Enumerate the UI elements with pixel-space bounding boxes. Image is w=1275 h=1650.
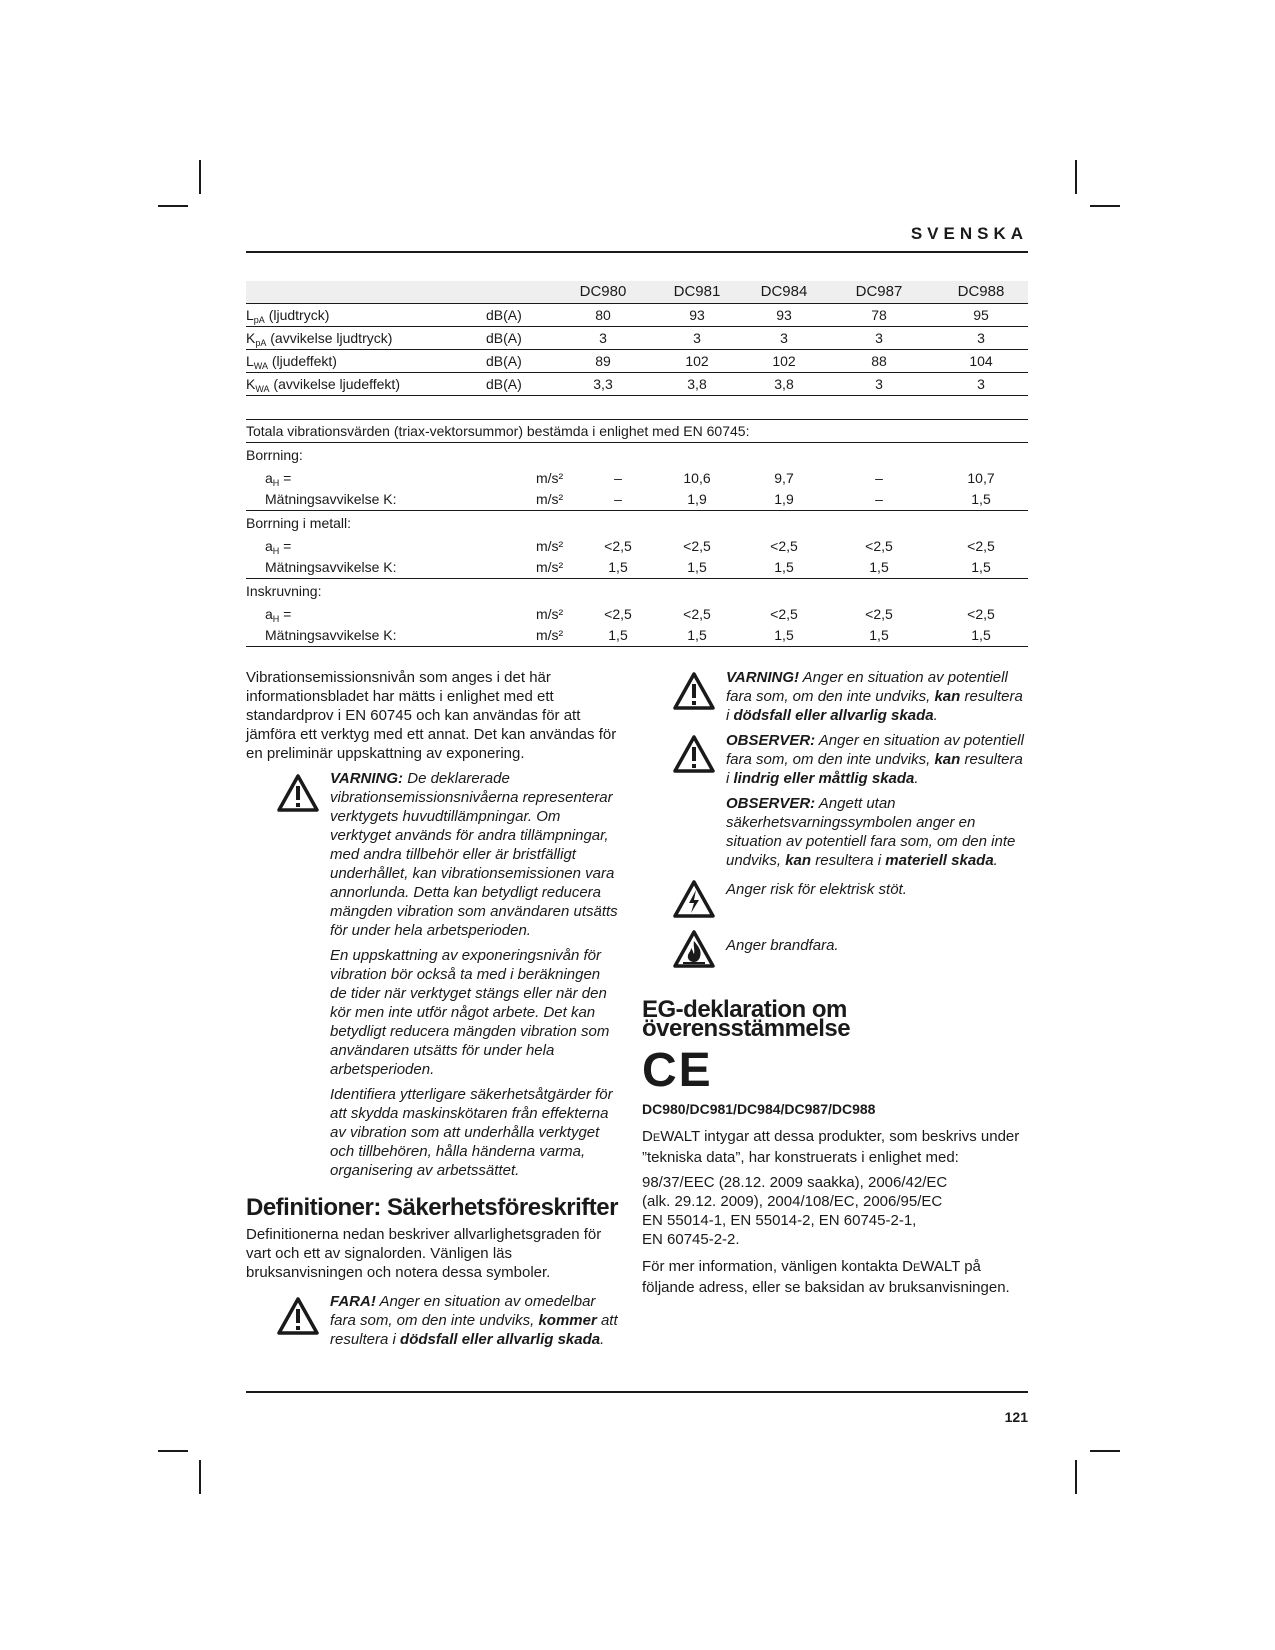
warning-triangle-icon [276, 1296, 320, 1336]
cell: 10,6 [683, 470, 711, 486]
cell: <2,5 [604, 538, 632, 554]
group-title: Borrning: [246, 447, 303, 463]
fara-bold: dödsfall eller allvarlig skada [400, 1331, 601, 1348]
cell: – [614, 470, 622, 486]
brand-text: E [652, 1132, 661, 1144]
left-column [246, 668, 618, 1355]
electric-definition [642, 876, 1028, 922]
vibration-intro: Vibrationsemissionsnivån som anges i det här informationsbladet har mätts i enlighet med ett standardprov i EN 60745 och kan användas för att jämföra ett verktyg med ett annat. Det kan användas för en preliminär uppskattning av exponering. [246, 669, 617, 762]
table-row [246, 304, 1028, 327]
observer-bold: lindrig eller måttlig skada [733, 770, 915, 787]
row-symbol: L [246, 307, 254, 323]
warning-triangle-icon [672, 671, 716, 711]
row-symbol-sub: pA [253, 315, 265, 325]
table-row [246, 468, 1028, 489]
row-unit: m/s² [536, 625, 586, 647]
vibration-warning [246, 769, 618, 1180]
varning-definition [642, 668, 1028, 725]
warning-text: Identifiera ytterligare säkerhetsåtgärder för att skydda maskinskötaren från effekterna av vibration som att underhålla verktyget och tillbehören, hålla händerna varma, organisering av arbetssättet. [330, 1086, 613, 1179]
cell: 1,5 [650, 625, 744, 647]
cell: 1,5 [650, 557, 744, 579]
row-unit: m/s² [536, 489, 586, 511]
observer-text: resultera i [726, 751, 1023, 787]
table-row [246, 536, 1028, 557]
directive-line: EN 55014-1, EN 55014-2, EN 60745-2-1, [642, 1212, 917, 1229]
cell: 3 [744, 327, 824, 350]
crop-mark [158, 1450, 188, 1452]
row-label: (ljudtryck) [268, 307, 330, 323]
observer-text: Angett utan säkerhetsvarningssymbolen anger en situation av potentiell fara som, om den inte undviks, [726, 795, 1016, 869]
table-row [246, 604, 1028, 625]
header-rule [246, 251, 1028, 253]
cell: <2,5 [770, 606, 798, 622]
cell: 1,5 [934, 557, 1028, 579]
cell: 1,5 [824, 557, 934, 579]
cell: 9,7 [774, 470, 794, 486]
group-title: Borrning i metall: [246, 515, 352, 531]
fire-definition [642, 926, 1028, 972]
observer-head: OBSERVER: [726, 732, 816, 749]
row-symbol: K [246, 330, 256, 346]
warning-triangle-icon [672, 734, 716, 774]
row-label: Mätningsavvikelse K: [246, 625, 536, 647]
fara-text: att resultera i [330, 1312, 618, 1348]
right-column [642, 668, 1028, 1303]
fire-hazard-icon [672, 929, 716, 969]
definitions-text: Definitionerna nedan beskriver allvarlighetsgraden för vart och ett av signalorden. Vänligen läs bruksanvisningen och notera dessa symboler. [246, 1226, 602, 1281]
cell: 1,5 [824, 625, 934, 647]
observer-bold: kan [934, 751, 961, 768]
row-unit: m/s² [536, 538, 564, 554]
ah-symbol: a [265, 470, 273, 486]
model-header: DC988 [934, 281, 1028, 304]
cell: 3 [556, 327, 650, 350]
cell: <2,5 [967, 606, 995, 622]
fara-definition [246, 1292, 618, 1349]
row-label: Mätningsavvikelse K: [246, 489, 536, 511]
contact-text: För mer information, vänligen kontakta D [642, 1258, 913, 1275]
table-row [246, 557, 1028, 579]
row-unit: dB(A) [486, 350, 556, 373]
observer-no-symbol-definition [642, 794, 1028, 870]
cell: 3,3 [556, 373, 650, 396]
ec-text: intygar att dessa produkter, som beskrivs under ”tekniska data”, har konstruerats i enlighet med: [642, 1128, 1020, 1166]
table-row [246, 625, 1028, 647]
table-row [246, 327, 1028, 350]
varning-text: . [933, 707, 938, 724]
model-header: DC981 [650, 281, 744, 304]
table-row [246, 373, 1028, 396]
row-unit: dB(A) [486, 327, 556, 350]
row-unit: dB(A) [486, 373, 556, 396]
crop-mark [199, 1460, 201, 1494]
brand-text: WALT [660, 1128, 700, 1145]
cell: 78 [824, 304, 934, 327]
varning-text: resultera i [726, 688, 1023, 724]
cell: 1,5 [744, 625, 824, 647]
varning-bold: kan [934, 688, 961, 705]
row-unit: m/s² [536, 557, 586, 579]
directive-line: (alk. 29.12. 2009), 2004/108/EC, 2006/95/EC [642, 1193, 943, 1210]
warning-triangle-icon [276, 773, 320, 813]
crop-mark [1090, 205, 1120, 207]
definitions-title: Definitioner: Säkerhetsföreskrifter [246, 1194, 618, 1221]
directive-line: 98/37/EEC (28.12. 2009 saakka), 2006/42/EC [642, 1174, 948, 1191]
cell: 1,9 [744, 489, 824, 511]
warning-text: De deklarerade vibrationsemissionsnivåerna representerar verktygets huvudtillämpningar. Om verktyget används för andra tillämpningar, med andra tillbehör eller är bristfälligt underhållet, kan vibrationsemissionen vara annorlunda. Detta kan betydligt reducera mängden vibration som användaren utsätts för under hela arbetsperioden. [330, 770, 618, 939]
cell: 104 [934, 350, 1028, 373]
observer-head: OBSERVER: [726, 795, 816, 812]
cell: 1,5 [934, 625, 1028, 647]
cell: 3,8 [744, 373, 824, 396]
row-symbol-sub: WA [253, 361, 268, 371]
cell: <2,5 [683, 538, 711, 554]
noise-table [246, 281, 1028, 396]
row-unit: dB(A) [486, 304, 556, 327]
cell: 102 [650, 350, 744, 373]
brand-text: E [912, 1262, 921, 1274]
ah-suffix: = [279, 606, 292, 622]
observer-text: . [914, 770, 919, 787]
directive-line: EN 60745-2-2. [642, 1231, 740, 1248]
row-label: (avvikelse ljudeffekt) [273, 376, 400, 392]
row-symbol-sub: WA [255, 384, 270, 394]
footer-rule [246, 1391, 1028, 1393]
row-unit: m/s² [536, 606, 564, 622]
cell: – [586, 489, 650, 511]
cell: 1,5 [744, 557, 824, 579]
observer-text: Anger en situation av potentiell fara som, om den inte undviks, [726, 732, 1024, 768]
ec-declaration-title: EG-deklaration om överensstämmelse [642, 996, 851, 1042]
ah-symbol: a [265, 538, 273, 554]
row-symbol: L [246, 353, 254, 369]
warning-head: VARNING: [330, 770, 404, 787]
brand-text: D [642, 1128, 653, 1145]
fara-head: FARA! [330, 1293, 376, 1310]
row-symbol-sub: pA [255, 338, 267, 348]
observer-text: . [993, 852, 998, 869]
cell: 95 [934, 304, 1028, 327]
cell: <2,5 [967, 538, 995, 554]
cell: 80 [556, 304, 650, 327]
cell: 93 [650, 304, 744, 327]
cell: <2,5 [770, 538, 798, 554]
ah-sub: H [272, 614, 280, 624]
cell: 102 [744, 350, 824, 373]
model-header: DC980 [556, 281, 650, 304]
varning-bold: dödsfall eller allvarlig skada [733, 707, 934, 724]
cell: 1,5 [934, 489, 1028, 511]
electric-text: Anger risk för elektrisk stöt. [726, 881, 907, 898]
fara-bold: kommer [538, 1312, 597, 1329]
varning-text: Anger en situation av potentiell fara som, om den inte undviks, [726, 669, 1008, 705]
brand-text: WALT [920, 1258, 961, 1275]
observer-text: resultera i [811, 852, 886, 869]
cell: 88 [824, 350, 934, 373]
cell: 3 [934, 327, 1028, 350]
cell: <2,5 [604, 606, 632, 622]
warning-text: En uppskattning av exponeringsnivån för vibration bör också ta med i beräkningen de tider när verktyget stängs eller när den kör men inte utför något arbete. Det kan betydligt reducera mängden vibration som användaren utsätts för under hela arbetsperioden. [330, 947, 610, 1078]
group-title: Inskruvning: [246, 583, 322, 599]
directive-list [642, 1173, 1028, 1249]
crop-mark [158, 205, 188, 207]
cell: 3,8 [650, 373, 744, 396]
cell: <2,5 [865, 606, 893, 622]
cell: 3 [934, 373, 1028, 396]
cell: 1,9 [650, 489, 744, 511]
cell: 89 [556, 350, 650, 373]
crop-mark [199, 160, 201, 194]
cell: – [824, 489, 934, 511]
model-list: DC980/DC981/DC984/DC987/DC988 [642, 1101, 876, 1117]
cell: 1,5 [586, 557, 650, 579]
crop-mark [1090, 1450, 1120, 1452]
model-header: DC984 [744, 281, 824, 304]
cell: 1,5 [586, 625, 650, 647]
model-header: DC987 [824, 281, 934, 304]
contact-text: på följande adress, eller se baksidan av bruksanvisningen. [642, 1258, 1010, 1296]
vibration-caption: Totala vibrationsvärden (triax-vektorsummor) bestämda i enlighet med EN 60745: [246, 420, 1028, 443]
language-header: SVENSKA [910, 224, 1028, 243]
fara-text: . [600, 1331, 605, 1348]
row-label: (avvikelse ljudtryck) [270, 330, 393, 346]
observer-bold: kan [785, 852, 812, 869]
cell: <2,5 [683, 606, 711, 622]
observer-bold: materiell skada [885, 852, 994, 869]
cell: 10,7 [967, 470, 995, 486]
cell: <2,5 [865, 538, 893, 554]
observer-definition [642, 731, 1028, 788]
row-label: (ljudeffekt) [271, 353, 337, 369]
cell: 3 [824, 327, 934, 350]
ah-suffix: = [279, 538, 292, 554]
cell: 3 [650, 327, 744, 350]
ah-suffix: = [279, 470, 292, 486]
cell: 93 [744, 304, 824, 327]
row-label: Mätningsavvikelse K: [246, 557, 536, 579]
noise-table-header [246, 281, 1028, 304]
fire-text: Anger brandfara. [726, 937, 839, 954]
varning-head: VARNING! [726, 669, 800, 686]
cell: 3 [824, 373, 934, 396]
table-row [246, 489, 1028, 511]
row-symbol: K [246, 376, 256, 392]
ah-symbol: a [265, 606, 273, 622]
page-number: 121 [1004, 1409, 1028, 1425]
crop-mark [1075, 160, 1077, 194]
vibration-table [246, 419, 1028, 647]
ce-mark: CE [642, 1044, 713, 1097]
fara-text: Anger en situation av omedelbar fara som, om den inte undviks, [330, 1293, 596, 1329]
row-unit: m/s² [536, 470, 564, 486]
table-row [246, 350, 1028, 373]
ah-sub: H [272, 546, 280, 556]
cell: – [875, 470, 883, 486]
crop-mark [1075, 1460, 1077, 1494]
electric-shock-icon [672, 879, 716, 919]
ah-sub: H [272, 478, 280, 488]
